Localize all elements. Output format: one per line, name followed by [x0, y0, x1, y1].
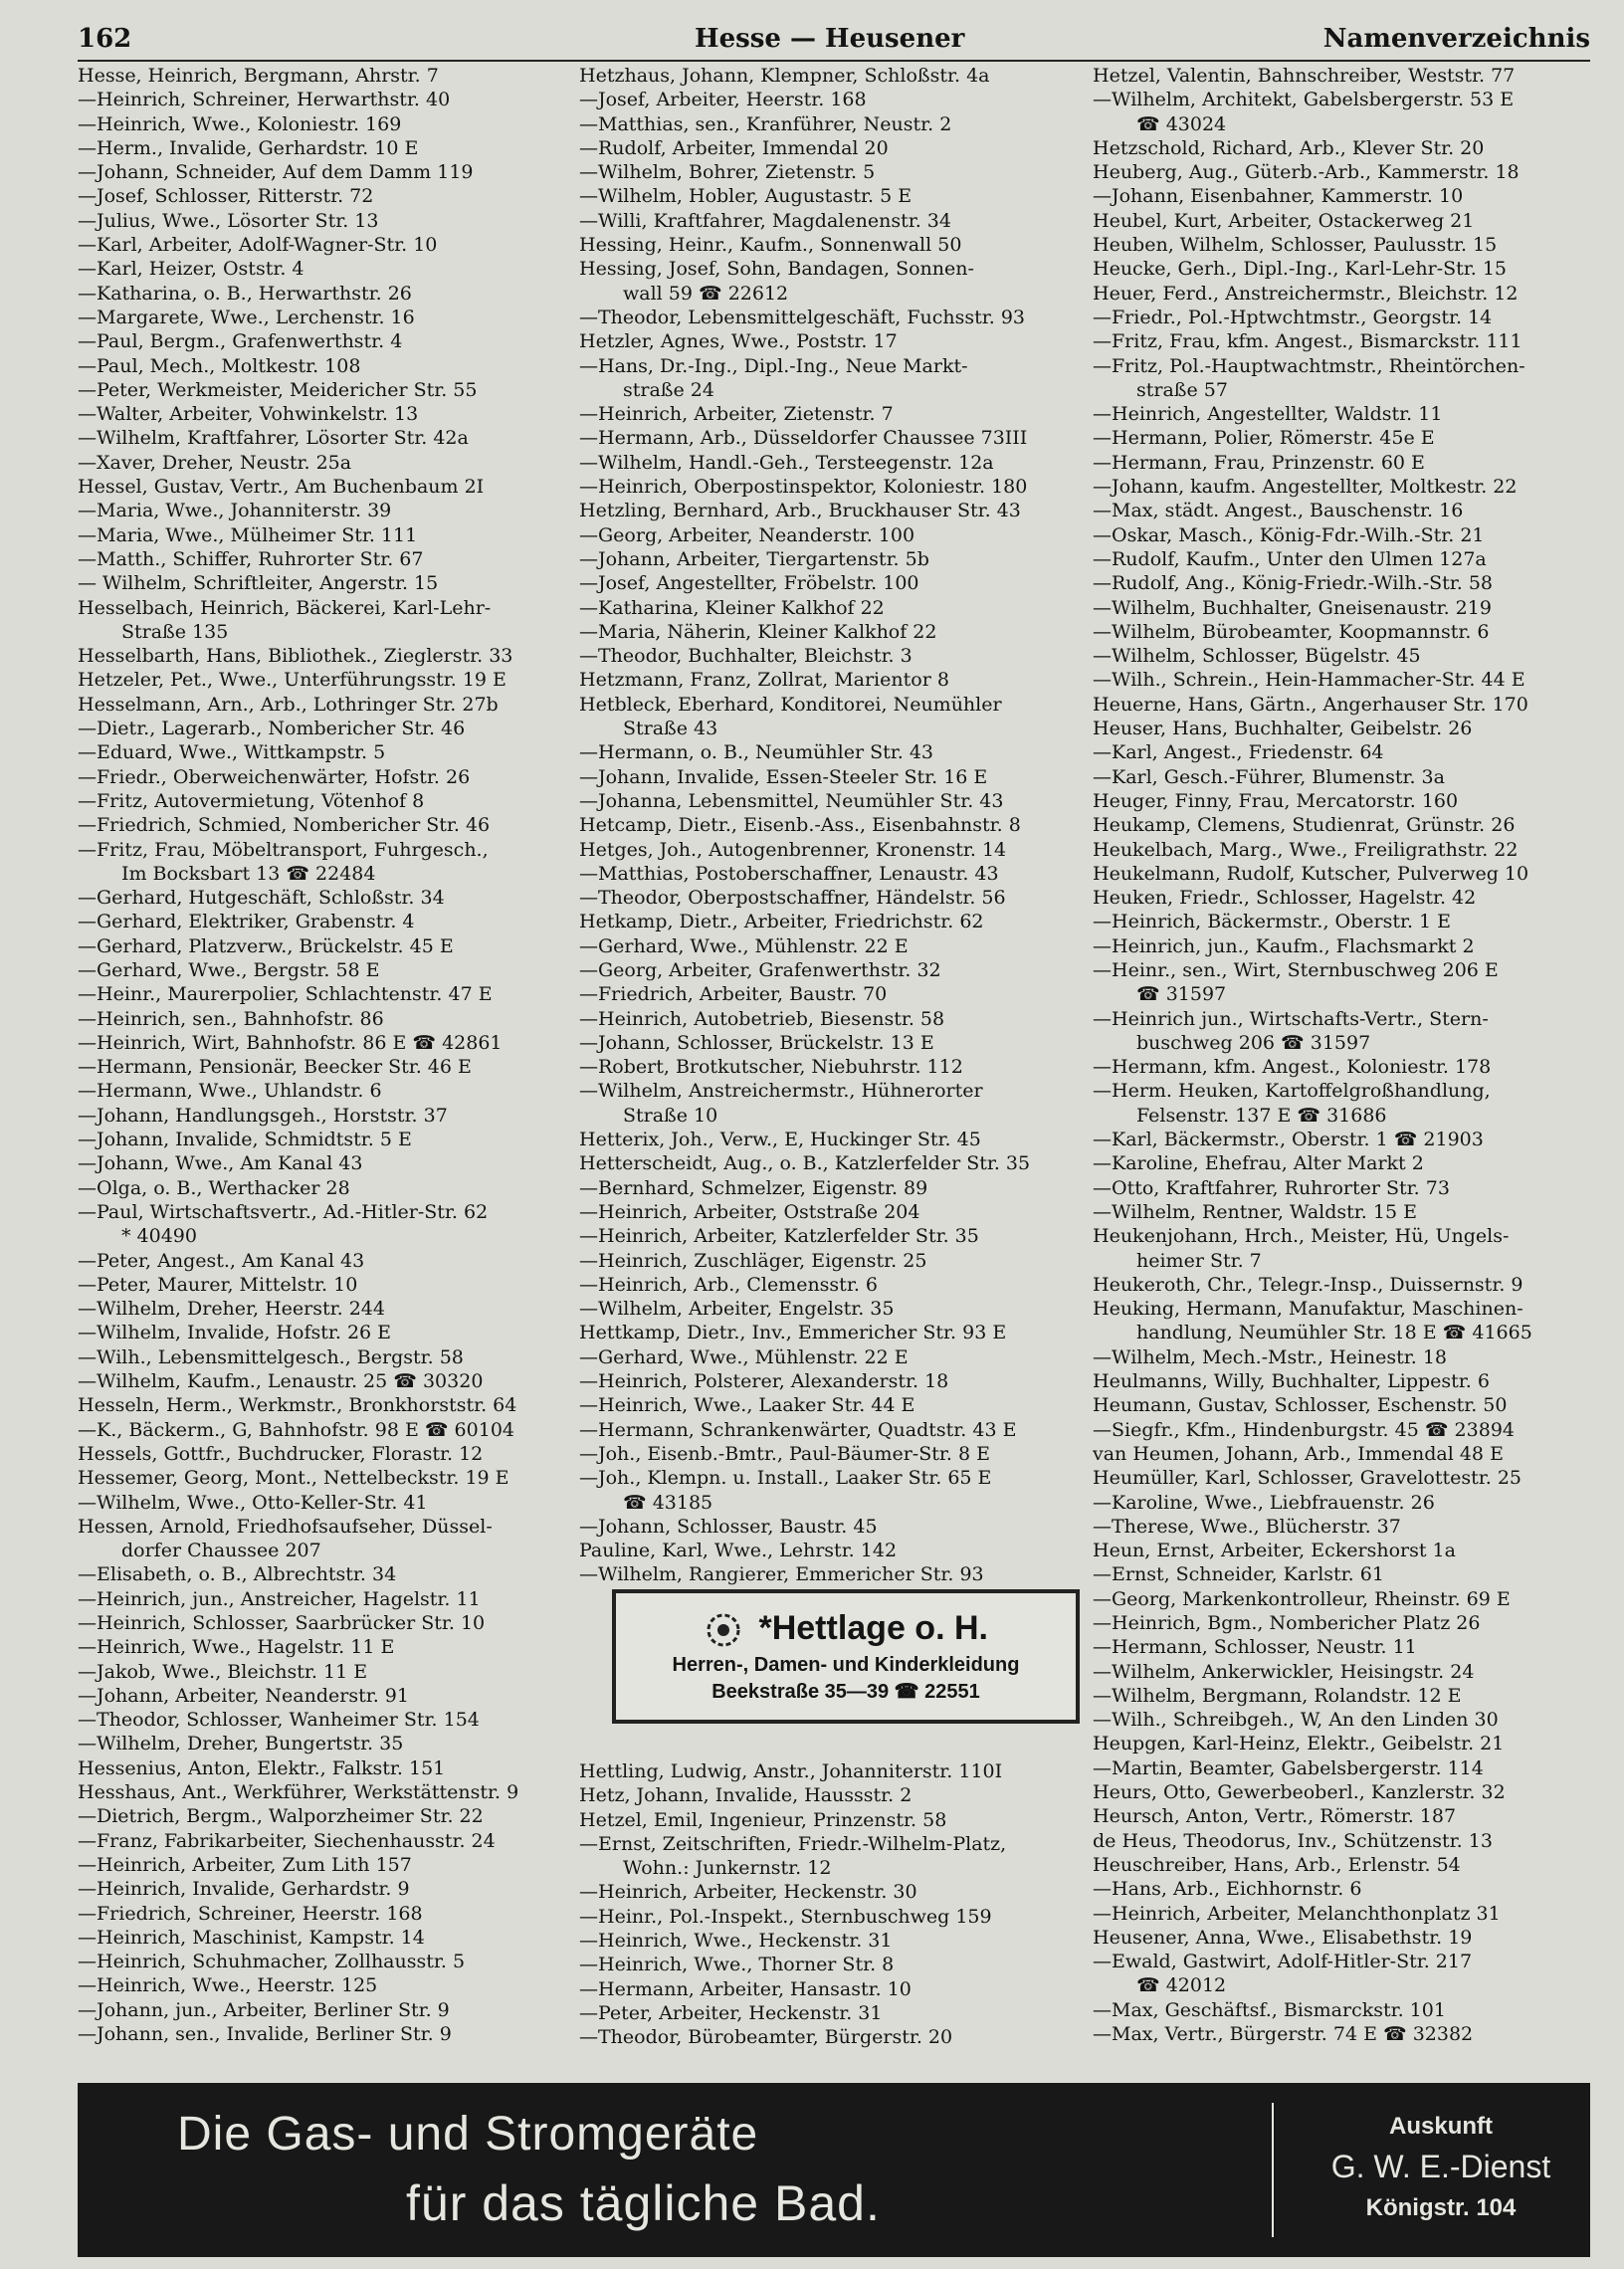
directory-entry: —Karoline, Wwe., Liebfrauenstr. 26: [1093, 1491, 1435, 1514]
directory-entry: —Hans, Dr.-Ing., Dipl.-Ing., Neue Markt-: [579, 354, 968, 377]
directory-entry: —Bernhard, Schmelzer, Eigenstr. 89: [579, 1176, 928, 1199]
directory-entry: —Max, städt. Angest., Bauschenstr. 16: [1093, 500, 1464, 522]
directory-entry: straße 57: [1136, 378, 1228, 401]
directory-entry: —Peter, Werkmeister, Meidericher Str. 55: [78, 378, 478, 401]
page-name-range: Hesse — Heusener: [695, 24, 965, 54]
directory-entry: —Wilhelm, Ankerwickler, Heisingstr. 24: [1093, 1660, 1475, 1683]
directory-entry: Hesselbach, Heinrich, Bäckerei, Karl-Lehr-: [78, 596, 492, 619]
directory-entry: —Wilhelm, Schlosser, Bügelstr. 45: [1093, 645, 1421, 668]
directory-entry: —Julius, Wwe., Lösorter Str. 13: [78, 209, 379, 232]
directory-entry: —Heinrich, Arbeiter, Heckenstr. 30: [579, 1881, 917, 1904]
directory-entry: —Rudolf, Arbeiter, Immendal 20: [579, 136, 889, 159]
directory-entry: Heukenjohann, Hrch., Meister, Hü, Ungels-: [1093, 1225, 1510, 1248]
directory-entry: —Heinrich, Polsterer, Alexanderstr. 18: [579, 1370, 949, 1393]
directory-entry: Pauline, Karl, Wwe., Lehrstr. 142: [579, 1540, 898, 1562]
directory-entry: straße 24: [623, 378, 714, 401]
directory-entry: —Heinrich, Wwe., Hagelstr. 11 E: [78, 1636, 395, 1659]
ad-address: Beekstraße 35—39 ☎ 22551: [711, 1681, 980, 1704]
directory-entry: de Heus, Theodorus, Inv., Schützenstr. 13: [1093, 1829, 1493, 1852]
directory-entry: —Heinrich, Wwe., Laaker Str. 44 E: [579, 1394, 915, 1417]
directory-entry: handlung, Neumühler Str. 18 E ☎ 41665: [1136, 1322, 1532, 1344]
directory-entry: —Joh., Eisenb.-Bmtr., Paul-Bäumer-Str. 8 E: [579, 1442, 990, 1465]
directory-entry: Hessen, Arnold, Friedhofsaufseher, Düssel-: [78, 1515, 493, 1538]
directory-entry: —Hermann, Arb., Düsseldorfer Chaussee 73III: [579, 427, 1028, 450]
directory-entry: Heulmanns, Willy, Buchhalter, Lippestr. 6: [1093, 1370, 1490, 1393]
directory-entry: —Johann, Schlosser, Baustr. 45: [579, 1515, 878, 1538]
directory-entry: —Wilhelm, Dreher, Heerstr. 244: [78, 1298, 385, 1321]
directory-entry: Heuberg, Aug., Güterb.-Arb., Kammerstr. 18: [1093, 161, 1520, 184]
directory-entry: —Wilhelm, Mech.-Mstr., Heinestr. 18: [1093, 1345, 1447, 1368]
directory-entry: Heukeroth, Chr., Telegr.-Insp., Duissernstr. 9: [1093, 1273, 1523, 1296]
directory-entry: Im Bocksbart 13 ☎ 22484: [121, 862, 376, 885]
directory-entry: —Wilhelm, Invalide, Hofstr. 26 E: [78, 1322, 392, 1344]
directory-entry: —Heinrich, Angestellter, Waldstr. 11: [1093, 403, 1443, 426]
directory-entry: —Heinrich, Invalide, Gerhardstr. 9: [78, 1878, 410, 1901]
directory-entry: Hesselbarth, Hans, Bibliothek., Zieglerstr. 33: [78, 645, 513, 668]
directory-entry: —Margarete, Wwe., Lerchenstr. 16: [78, 306, 415, 328]
directory-entry: van Heumen, Johann, Arb., Immendal 48 E: [1093, 1442, 1504, 1465]
directory-entry: —Hermann, Wwe., Uhlandstr. 6: [78, 1080, 382, 1103]
directory-entry: —Hermann, Arbeiter, Hansastr. 10: [579, 1977, 912, 2000]
directory-entry: Heurs, Otto, Gewerbeoberl., Kanzlerstr. 32: [1093, 1781, 1506, 1804]
directory-entry: —Franz, Fabrikarbeiter, Siechenhausstr. 24: [78, 1829, 496, 1852]
directory-entry: Hetzel, Valentin, Bahnschreiber, Weststr. 77: [1093, 65, 1516, 87]
directory-entry: —Karl, Gesch.-Führer, Blumenstr. 3a: [1093, 765, 1445, 788]
page-number: 162: [78, 24, 132, 54]
directory-entry: —Herm., Invalide, Gerhardstr. 10 E: [78, 136, 419, 159]
directory-entry: —Heinrich, Schuhmacher, Zollhausstr. 5: [78, 1951, 466, 1973]
directory-entry: —Gerhard, Platzverw., Brückelstr. 45 E: [78, 934, 454, 957]
banner-service-address: Königstr. 104: [1365, 2194, 1517, 2221]
directory-entry: —Wilhelm, Kraftfahrer, Lösorter Str. 42a: [78, 427, 469, 450]
directory-entry: —Gerhard, Wwe., Mühlenstr. 22 E: [579, 934, 909, 957]
directory-entry: —Heinrich, Arbeiter, Oststraße 204: [579, 1200, 920, 1223]
directory-entry: Heursch, Anton, Vertr., Römerstr. 187: [1093, 1805, 1457, 1828]
directory-entry: Hetzling, Bernhard, Arb., Bruckhauser Str. 43: [579, 500, 1021, 522]
directory-entry: —Heinrich, Wwe., Heckenstr. 31: [579, 1930, 893, 1953]
directory-entry: —Matthias, Postoberschaffner, Lenaustr. 43: [579, 862, 999, 885]
banner-headline-line1: Die Gas- und Stromgeräte: [177, 2108, 759, 2161]
directory-entry: Heukelmann, Rudolf, Kutscher, Pulverweg 10: [1093, 862, 1529, 885]
directory-entry: —Dietr., Lagerarb., Nombericher Str. 46: [78, 718, 466, 740]
directory-entry: —Hermann, Schlosser, Neustr. 11: [1093, 1636, 1417, 1659]
directory-entry: —Heinrich, Wwe., Koloniestr. 169: [78, 112, 402, 135]
hettlage-advertisement: [612, 1589, 1080, 1724]
directory-entry: —Heinrich, Autobetrieb, Biesenstr. 58: [579, 1007, 945, 1030]
directory-entry: —Walter, Arbeiter, Vohwinkelstr. 13: [78, 403, 419, 426]
directory-entry: —Paul, Mech., Moltkestr. 108: [78, 354, 361, 377]
directory-entry: —Oskar, Masch., König-Fdr.-Wilh.-Str. 21: [1093, 523, 1485, 546]
directory-entry: Hetges, Joh., Autogenbrenner, Kronenstr. 14: [579, 838, 1007, 861]
directory-entry: * 40490: [121, 1225, 197, 1248]
directory-entry: Hettkamp, Dietr., Inv., Emmericher Str. 93 E: [579, 1322, 1007, 1344]
directory-entry: —Matth., Schiffer, Ruhrorter Str. 67: [78, 547, 424, 570]
directory-entry: Heuer, Ferd., Anstreichermstr., Bleichstr. 12: [1093, 282, 1519, 305]
directory-entry: Hetzeler, Pet., Wwe., Unterführungsstr. 19 E: [78, 669, 507, 692]
directory-entry: Heuken, Friedr., Schlosser, Hagelstr. 42: [1093, 887, 1477, 910]
directory-entry: —Wilh., Schrein., Hein-Hammacher-Str. 44 E: [1093, 669, 1525, 692]
directory-entry: Heubel, Kurt, Arbeiter, Ostackerweg 21: [1093, 209, 1475, 232]
directory-entry: Hesse, Heinrich, Bergmann, Ahrstr. 7: [78, 65, 439, 87]
directory-entry: Hessing, Josef, Sohn, Bandagen, Sonnen-: [579, 258, 974, 281]
directory-entry: —Georg, Arbeiter, Grafenwerthstr. 32: [579, 958, 941, 981]
directory-entry: —Wilhelm, Rentner, Waldstr. 15 E: [1093, 1200, 1417, 1223]
directory-entry: —Wilhelm, Anstreichermstr., Hühnerorter: [579, 1080, 983, 1103]
directory-entry: —Katharina, Kleiner Kalkhof 22: [579, 596, 885, 619]
directory-entry: —Johann, kaufm. Angestellter, Moltkestr. 22: [1093, 476, 1518, 499]
gas-electric-advertisement-banner: [78, 2083, 1590, 2257]
directory-entry: —Johann, Wwe., Am Kanal 43: [78, 1152, 363, 1175]
directory-entry: Hesseln, Herm., Werkmstr., Bronkhorststr. 64: [78, 1394, 517, 1417]
directory-entry: Hetzler, Agnes, Wwe., Poststr. 17: [579, 330, 898, 353]
directory-entry: —Jakob, Wwe., Bleichstr. 11 E: [78, 1660, 368, 1683]
directory-entry: Heumann, Gustav, Schlosser, Eschenstr. 50: [1093, 1394, 1508, 1417]
directory-entry: —Josef, Arbeiter, Heerstr. 168: [579, 89, 867, 111]
directory-entry: —Johann, Eisenbahner, Kammerstr. 10: [1093, 185, 1464, 208]
directory-entry: —Theodor, Lebensmittelgeschäft, Fuchsstr. 93: [579, 306, 1026, 328]
directory-entry: —Wilhelm, Handl.-Geh., Tersteegenstr. 12a: [579, 451, 994, 474]
directory-entry: —Gerhard, Wwe., Bergstr. 58 E: [78, 958, 380, 981]
directory-entry: Straße 135: [121, 620, 229, 643]
directory-entry: —Heinrich, jun., Anstreicher, Hagelstr. 11: [78, 1587, 481, 1610]
directory-entry: —Wilhelm, Bergmann, Rolandstr. 12 E: [1093, 1684, 1462, 1707]
directory-entry: —Johann, Arbeiter, Neanderstr. 91: [78, 1684, 409, 1707]
directory-entry: —Max, Geschäftsf., Bismarckstr. 101: [1093, 1998, 1446, 2021]
directory-entry: —Hermann, Polier, Römerstr. 45e E: [1093, 427, 1435, 450]
directory-entry: Heuger, Finny, Frau, Mercatorstr. 160: [1093, 789, 1459, 812]
directory-entry: —Theodor, Bürobeamter, Bürgerstr. 20: [579, 2026, 953, 2049]
directory-entry: —Olga, o. B., Werthacker 28: [78, 1176, 350, 1199]
directory-entry: —Gerhard, Hutgeschäft, Schloßstr. 34: [78, 887, 445, 910]
directory-entry: —Robert, Brotkutscher, Niebuhrstr. 112: [579, 1056, 963, 1079]
directory-entry: —Heinr., Pol.-Inspekt., Sternbuschweg 159: [579, 1905, 992, 1928]
directory-entry: —Maria, Wwe., Mülheimer Str. 111: [78, 523, 418, 546]
directory-entry: Felsenstr. 137 E ☎ 31686: [1136, 1104, 1387, 1127]
directory-entry: —Heinrich, jun., Kaufm., Flachsmarkt 2: [1093, 934, 1475, 957]
directory-entry: Hetbleck, Eberhard, Konditorei, Neumühler: [579, 693, 1002, 716]
directory-entry: —Heinrich, Bgm., Nombericher Platz 26: [1093, 1612, 1481, 1634]
directory-entry: —Heinr., sen., Wirt, Sternbuschweg 206 E: [1093, 958, 1499, 981]
banner-headline-line2: für das tägliche Bad.: [406, 2175, 881, 2231]
directory-entry: Hettling, Ludwig, Anstr., Johanniterstr. 110I: [579, 1760, 1003, 1782]
directory-entry: Hetzel, Emil, Ingenieur, Prinzenstr. 58: [579, 1808, 947, 1831]
directory-entry: —Katharina, o. B., Herwarthstr. 26: [78, 282, 412, 305]
directory-entry: ☎ 42012: [1136, 1974, 1227, 1997]
directory-entry: —Karl, Bäckermstr., Oberstr. 1 ☎ 21903: [1093, 1129, 1484, 1151]
directory-entry: —Herm. Heuken, Kartoffelgroßhandlung,: [1093, 1080, 1491, 1103]
directory-entry: —Wilhelm, Bürobeamter, Koopmannstr. 6: [1093, 620, 1490, 643]
banner-divider: [1272, 2103, 1274, 2237]
section-title: Namenverzeichnis: [1322, 24, 1590, 54]
directory-column-2-continued: [579, 1759, 1077, 2050]
directory-entry: —Wilh., Lebensmittelgesch., Bergstr. 58: [78, 1345, 464, 1368]
directory-entry: Heupgen, Karl-Heinz, Elektr., Geibelstr. 21: [1093, 1733, 1505, 1755]
directory-entry: —Paul, Bergm., Grafenwerthstr. 4: [78, 330, 403, 353]
directory-entry: —Heinrich, Schlosser, Saarbrücker Str. 10: [78, 1612, 486, 1634]
directory-entry: —Friedr., Pol.-Hptwchtmstr., Georgstr. 14: [1093, 306, 1493, 328]
directory-entry: Hesshaus, Ant., Werkführer, Werkstättenstr. 9: [78, 1781, 519, 1804]
directory-entry: —Josef, Schlosser, Ritterstr. 72: [78, 185, 374, 208]
directory-column-3: [1093, 64, 1590, 2046]
directory-entry: —Josef, Angestellter, Fröbelstr. 100: [579, 572, 919, 595]
directory-entry: —Johann, Invalide, Schmidtstr. 5 E: [78, 1129, 412, 1151]
directory-entry: —Theodor, Schlosser, Wanheimer Str. 154: [78, 1709, 480, 1732]
directory-entry: Hessels, Gottfr., Buchdrucker, Florastr. 12: [78, 1442, 484, 1465]
directory-entry: —Friedrich, Schmied, Nombericher Str. 46: [78, 814, 491, 837]
directory-entry: —Georg, Arbeiter, Neanderstr. 100: [579, 523, 915, 546]
directory-entry: —Eduard, Wwe., Wittkampstr. 5: [78, 741, 386, 764]
directory-entry: —Elisabeth, o. B., Albrechtstr. 34: [78, 1563, 397, 1586]
directory-entry: —Wilh., Schreibgeh., W, An den Linden 30: [1093, 1709, 1499, 1732]
directory-entry: —Rudolf, Ang., König-Friedr.-Wilh.-Str. 58: [1093, 572, 1494, 595]
directory-entry: buschweg 206 ☎ 31597: [1136, 1031, 1371, 1054]
directory-entry: —Hans, Arb., Eichhornstr. 6: [1093, 1878, 1362, 1901]
directory-entry: —Heinrich, Arbeiter, Melanchthonplatz 31: [1093, 1902, 1501, 1925]
directory-entry: —Heinrich, Arbeiter, Katzlerfelder Str. 35: [579, 1225, 979, 1248]
directory-entry: —Fritz, Frau, Möbeltransport, Fuhrgesch.,: [78, 838, 489, 861]
directory-entry: ☎ 43185: [623, 1491, 713, 1514]
directory-entry: —Heinrich, Wwe., Heerstr. 125: [78, 1974, 378, 1997]
directory-entry: —Matthias, sen., Kranführer, Neustr. 2: [579, 112, 952, 135]
directory-entry: —Heinrich jun., Wirtschafts-Vertr., Stern-: [1093, 1007, 1489, 1030]
directory-entry: Hetterscheidt, Aug., o. B., Katzlerfelder Str. 35: [579, 1152, 1031, 1175]
directory-entry: —Otto, Kraftfahrer, Ruhrorter Str. 73: [1093, 1176, 1450, 1199]
directory-entry: —Fritz, Autovermietung, Vötenhof 8: [78, 789, 425, 812]
directory-entry: —Heinrich, Arb., Clemensstr. 6: [579, 1273, 878, 1296]
directory-entry: ☎ 31597: [1136, 983, 1227, 1006]
directory-entry: —Maria, Näherin, Kleiner Kalkhof 22: [579, 620, 937, 643]
directory-entry: Heun, Ernst, Arbeiter, Eckershorst 1a: [1093, 1540, 1456, 1562]
directory-entry: — Wilhelm, Schriftleiter, Angerstr. 15: [78, 572, 439, 595]
directory-entry: Heuking, Hermann, Manufaktur, Maschinen-: [1093, 1298, 1523, 1321]
directory-entry: Straße 43: [623, 718, 718, 740]
directory-entry: —Johann, Handlungsgeh., Horststr. 37: [78, 1104, 448, 1127]
directory-entry: —Johann, jun., Arbeiter, Berliner Str. 9: [78, 1998, 450, 2021]
directory-entry: —Johanna, Lebensmittel, Neumühler Str. 43: [579, 789, 1004, 812]
directory-entry: —Heinrich, Schreiner, Herwarthstr. 40: [78, 89, 451, 111]
directory-entry: —Fritz, Frau, kfm. Angest., Bismarckstr. 111: [1093, 330, 1522, 353]
directory-entry: dorfer Chaussee 207: [121, 1540, 321, 1562]
ad-name-row: [616, 1609, 1076, 1650]
directory-entry: Hetkamp, Dietr., Arbeiter, Friedrichstr. 62: [579, 911, 984, 933]
directory-entry: —Heinrich, Arbeiter, Zum Lith 157: [78, 1853, 412, 1876]
directory-entry: —Gerhard, Elektriker, Grabenstr. 4: [78, 911, 415, 933]
ad-tagline: Herren-, Damen- und Kinderkleidung: [672, 1654, 1020, 1677]
directory-entry: Heuschreiber, Hans, Arb., Erlenstr. 54: [1093, 1853, 1461, 1876]
directory-entry: Hessemer, Georg, Mont., Nettelbeckstr. 19 E: [78, 1467, 509, 1490]
directory-entry: —Martin, Beamter, Gabelsbergerstr. 114: [1093, 1756, 1484, 1779]
directory-entry: Hetzhaus, Johann, Klempner, Schloßstr. 4a: [579, 65, 990, 87]
directory-entry: —Ewald, Gastwirt, Adolf-Hitler-Str. 217: [1093, 1951, 1473, 1973]
directory-entry: Hessenius, Anton, Elektr., Falkstr. 151: [78, 1756, 446, 1779]
directory-entry: —Hermann, Pensionär, Beecker Str. 46 E: [78, 1056, 472, 1079]
page-header: [78, 24, 1590, 64]
directory-entry: Heusener, Anna, Wwe., Elisabethstr. 19: [1093, 1926, 1473, 1949]
directory-entry: —Theodor, Buchhalter, Bleichstr. 3: [579, 645, 913, 668]
directory-entry: —Karoline, Ehefrau, Alter Markt 2: [1093, 1152, 1424, 1175]
directory-entry: —Wilhelm, Hobler, Augustastr. 5 E: [579, 185, 913, 208]
directory-entry: Hesselmann, Arn., Arb., Lothringer Str. 27b: [78, 693, 499, 716]
directory-entry: —Xaver, Dreher, Neustr. 25a: [78, 451, 352, 474]
directory-entry: —Dietrich, Bergm., Walporzheimer Str. 22: [78, 1805, 484, 1828]
directory-entry: —Friedrich, Schreiner, Heerstr. 168: [78, 1902, 423, 1925]
directory-entry: —Paul, Wirtschaftsvertr., Ad.-Hitler-Str. 62: [78, 1200, 489, 1223]
directory-entry: —Theodor, Oberpostschaffner, Händelstr. 56: [579, 887, 1006, 910]
directory-entry: —Therese, Wwe., Blücherstr. 37: [1093, 1515, 1401, 1538]
directory-entry: —Heinrich, Bäckermstr., Oberstr. 1 E: [1093, 911, 1452, 933]
directory-entry: Straße 10: [623, 1104, 718, 1127]
directory-entry: —Wilhelm, Buchhalter, Gneisenaustr. 219: [1093, 596, 1492, 619]
directory-entry: Hetterix, Joh., Verw., E, Huckinger Str. 45: [579, 1129, 981, 1151]
directory-entry: Hessel, Gustav, Vertr., Am Buchenbaum 2I: [78, 476, 485, 499]
directory-entry: Heuben, Wilhelm, Schlosser, Paulusstr. 15: [1093, 234, 1498, 257]
directory-entry: —Wilhelm, Kaufm., Lenaustr. 25 ☎ 30320: [78, 1370, 484, 1393]
directory-entry: —Friedrich, Arbeiter, Baustr. 70: [579, 983, 888, 1006]
directory-entry: —Heinrich, Arbeiter, Zietenstr. 7: [579, 403, 894, 426]
directory-entry: Heukamp, Clemens, Studienrat, Grünstr. 26: [1093, 814, 1516, 837]
banner-service-name: G. W. E.-Dienst: [1330, 2149, 1551, 2184]
directory-entry: Heukelbach, Marg., Wwe., Freiligrathstr. 22: [1093, 838, 1519, 861]
directory-entry: Hetzschold, Richard, Arb., Klever Str. 20: [1093, 136, 1485, 159]
directory-entry: —Wilhelm, Dreher, Bungertstr. 35: [78, 1733, 404, 1755]
directory-entry: —Ernst, Zeitschriften, Friedr.-Wilhelm-Platz,: [579, 1832, 1007, 1855]
directory-entry: —Karl, Arbeiter, Adolf-Wagner-Str. 10: [78, 234, 438, 257]
directory-entry: —Wilhelm, Wwe., Otto-Keller-Str. 41: [78, 1491, 428, 1514]
directory-entry: —Hermann, Schrankenwärter, Quadtstr. 43 E: [579, 1418, 1017, 1441]
directory-entry: Wohn.: Junkernstr. 12: [623, 1857, 832, 1880]
directory-entry: —Ernst, Schneider, Karlstr. 61: [1093, 1563, 1384, 1586]
directory-entry: wall 59 ☎ 22612: [623, 282, 789, 305]
directory-entry: —Wilhelm, Arbeiter, Engelstr. 35: [579, 1298, 895, 1321]
directory-entry: —Maria, Wwe., Johanniterstr. 39: [78, 500, 392, 522]
directory-entry: —Wilhelm, Bohrer, Zietenstr. 5: [579, 161, 876, 184]
directory-entry: —Willi, Kraftfahrer, Magdalenenstr. 34: [579, 209, 951, 232]
directory-entry: Hessing, Heinr., Kaufm., Sonnenwall 50: [579, 234, 962, 257]
directory-entry: —K., Bäckerm., G, Bahnhofstr. 98 E ☎ 60104: [78, 1418, 515, 1441]
directory-entry: —Siegfr., Kfm., Hindenburgstr. 45 ☎ 23894: [1093, 1418, 1516, 1441]
directory-entry: —Peter, Arbeiter, Heckenstr. 31: [579, 2001, 883, 2024]
directory-entry: Heuerne, Hans, Gärtn., Angerhauser Str. 170: [1093, 693, 1528, 716]
directory-entry: —Johann, Schneider, Auf dem Damm 119: [78, 161, 474, 184]
directory-entry: —Heinr., Maurerpolier, Schlachtenstr. 47 E: [78, 983, 493, 1006]
directory-entry: —Heinrich, Maschinist, Kampstr. 14: [78, 1926, 425, 1949]
directory-entry: —Heinrich, Wirt, Bahnhofstr. 86 E ☎ 42861: [78, 1031, 503, 1054]
directory-entry: Heumüller, Karl, Schlosser, Gravelottestr. 25: [1093, 1467, 1522, 1490]
directory-entry: —Max, Vertr., Bürgerstr. 74 E ☎ 32382: [1093, 2023, 1474, 2046]
directory-entry: Hetzmann, Franz, Zollrat, Marientor 8: [579, 669, 949, 692]
directory-entry: —Heinrich, Oberpostinspektor, Koloniestr. 180: [579, 476, 1028, 499]
directory-entry: ☎ 43024: [1136, 112, 1227, 135]
directory-entry: —Gerhard, Wwe., Mühlenstr. 22 E: [579, 1345, 909, 1368]
directory-entry: —Joh., Klempn. u. Install., Laaker Str. 65 E: [579, 1467, 992, 1490]
directory-entry: —Wilhelm, Architekt, Gabelsbergerstr. 53 E: [1093, 89, 1515, 111]
directory-entry: Hetz, Johann, Invalide, Haussstr. 2: [579, 1784, 913, 1807]
directory-entry: —Heinrich, sen., Bahnhofstr. 86: [78, 1007, 384, 1030]
directory-entry: —Wilhelm, Rangierer, Emmericher Str. 93: [579, 1563, 984, 1586]
directory-entry: —Friedr., Oberweichenwärter, Hofstr. 26: [78, 765, 471, 788]
directory-entry: —Hermann, o. B., Neumühler Str. 43: [579, 741, 933, 764]
directory-entry: —Karl, Heizer, Oststr. 4: [78, 258, 304, 281]
directory-entry: —Karl, Angest., Friedenstr. 64: [1093, 741, 1384, 764]
directory-column-2: [579, 64, 1077, 1587]
directory-entry: heimer Str. 7: [1136, 1249, 1262, 1272]
directory-entry: —Peter, Angest., Am Kanal 43: [78, 1249, 365, 1272]
directory-entry: Hetcamp, Dietr., Eisenb.-Ass., Eisenbahnstr. 8: [579, 814, 1021, 837]
header-rule: [78, 60, 1590, 62]
directory-entry: —Rudolf, Kaufm., Unter den Ulmen 127a: [1093, 547, 1487, 570]
directory-entry: —Johann, Arbeiter, Tiergartenstr. 5b: [579, 547, 929, 570]
wreath-logo-icon: [704, 1610, 743, 1650]
directory-column-1: [78, 64, 575, 2046]
directory-entry: —Johann, Invalide, Essen-Steeler Str. 16 E: [579, 765, 988, 788]
directory-entry: —Hermann, kfm. Angest., Koloniestr. 178: [1093, 1056, 1492, 1079]
ad-company-name: *Hettlage o. H.: [758, 1609, 988, 1647]
directory-entry: —Georg, Markenkontrolleur, Rheinstr. 69 E: [1093, 1587, 1511, 1610]
directory-entry: —Fritz, Pol.-Hauptwachtmstr., Rheintörchen-: [1093, 354, 1525, 377]
directory-entry: —Johann, sen., Invalide, Berliner Str. 9: [78, 2023, 452, 2046]
directory-entry: —Heinrich, Zuschläger, Eigenstr. 25: [579, 1249, 927, 1272]
banner-info-label: Auskunft: [1389, 2113, 1493, 2140]
directory-entry: —Heinrich, Wwe., Thorner Str. 8: [579, 1954, 895, 1976]
directory-entry: Heucke, Gerh., Dipl.-Ing., Karl-Lehr-Str. 15: [1093, 258, 1508, 281]
directory-entry: —Peter, Maurer, Mittelstr. 10: [78, 1273, 358, 1296]
directory-entry: —Johann, Schlosser, Brückelstr. 13 E: [579, 1031, 934, 1054]
directory-entry: —Hermann, Frau, Prinzenstr. 60 E: [1093, 451, 1425, 474]
directory-entry: Heuser, Hans, Buchhalter, Geibelstr. 26: [1093, 718, 1473, 740]
